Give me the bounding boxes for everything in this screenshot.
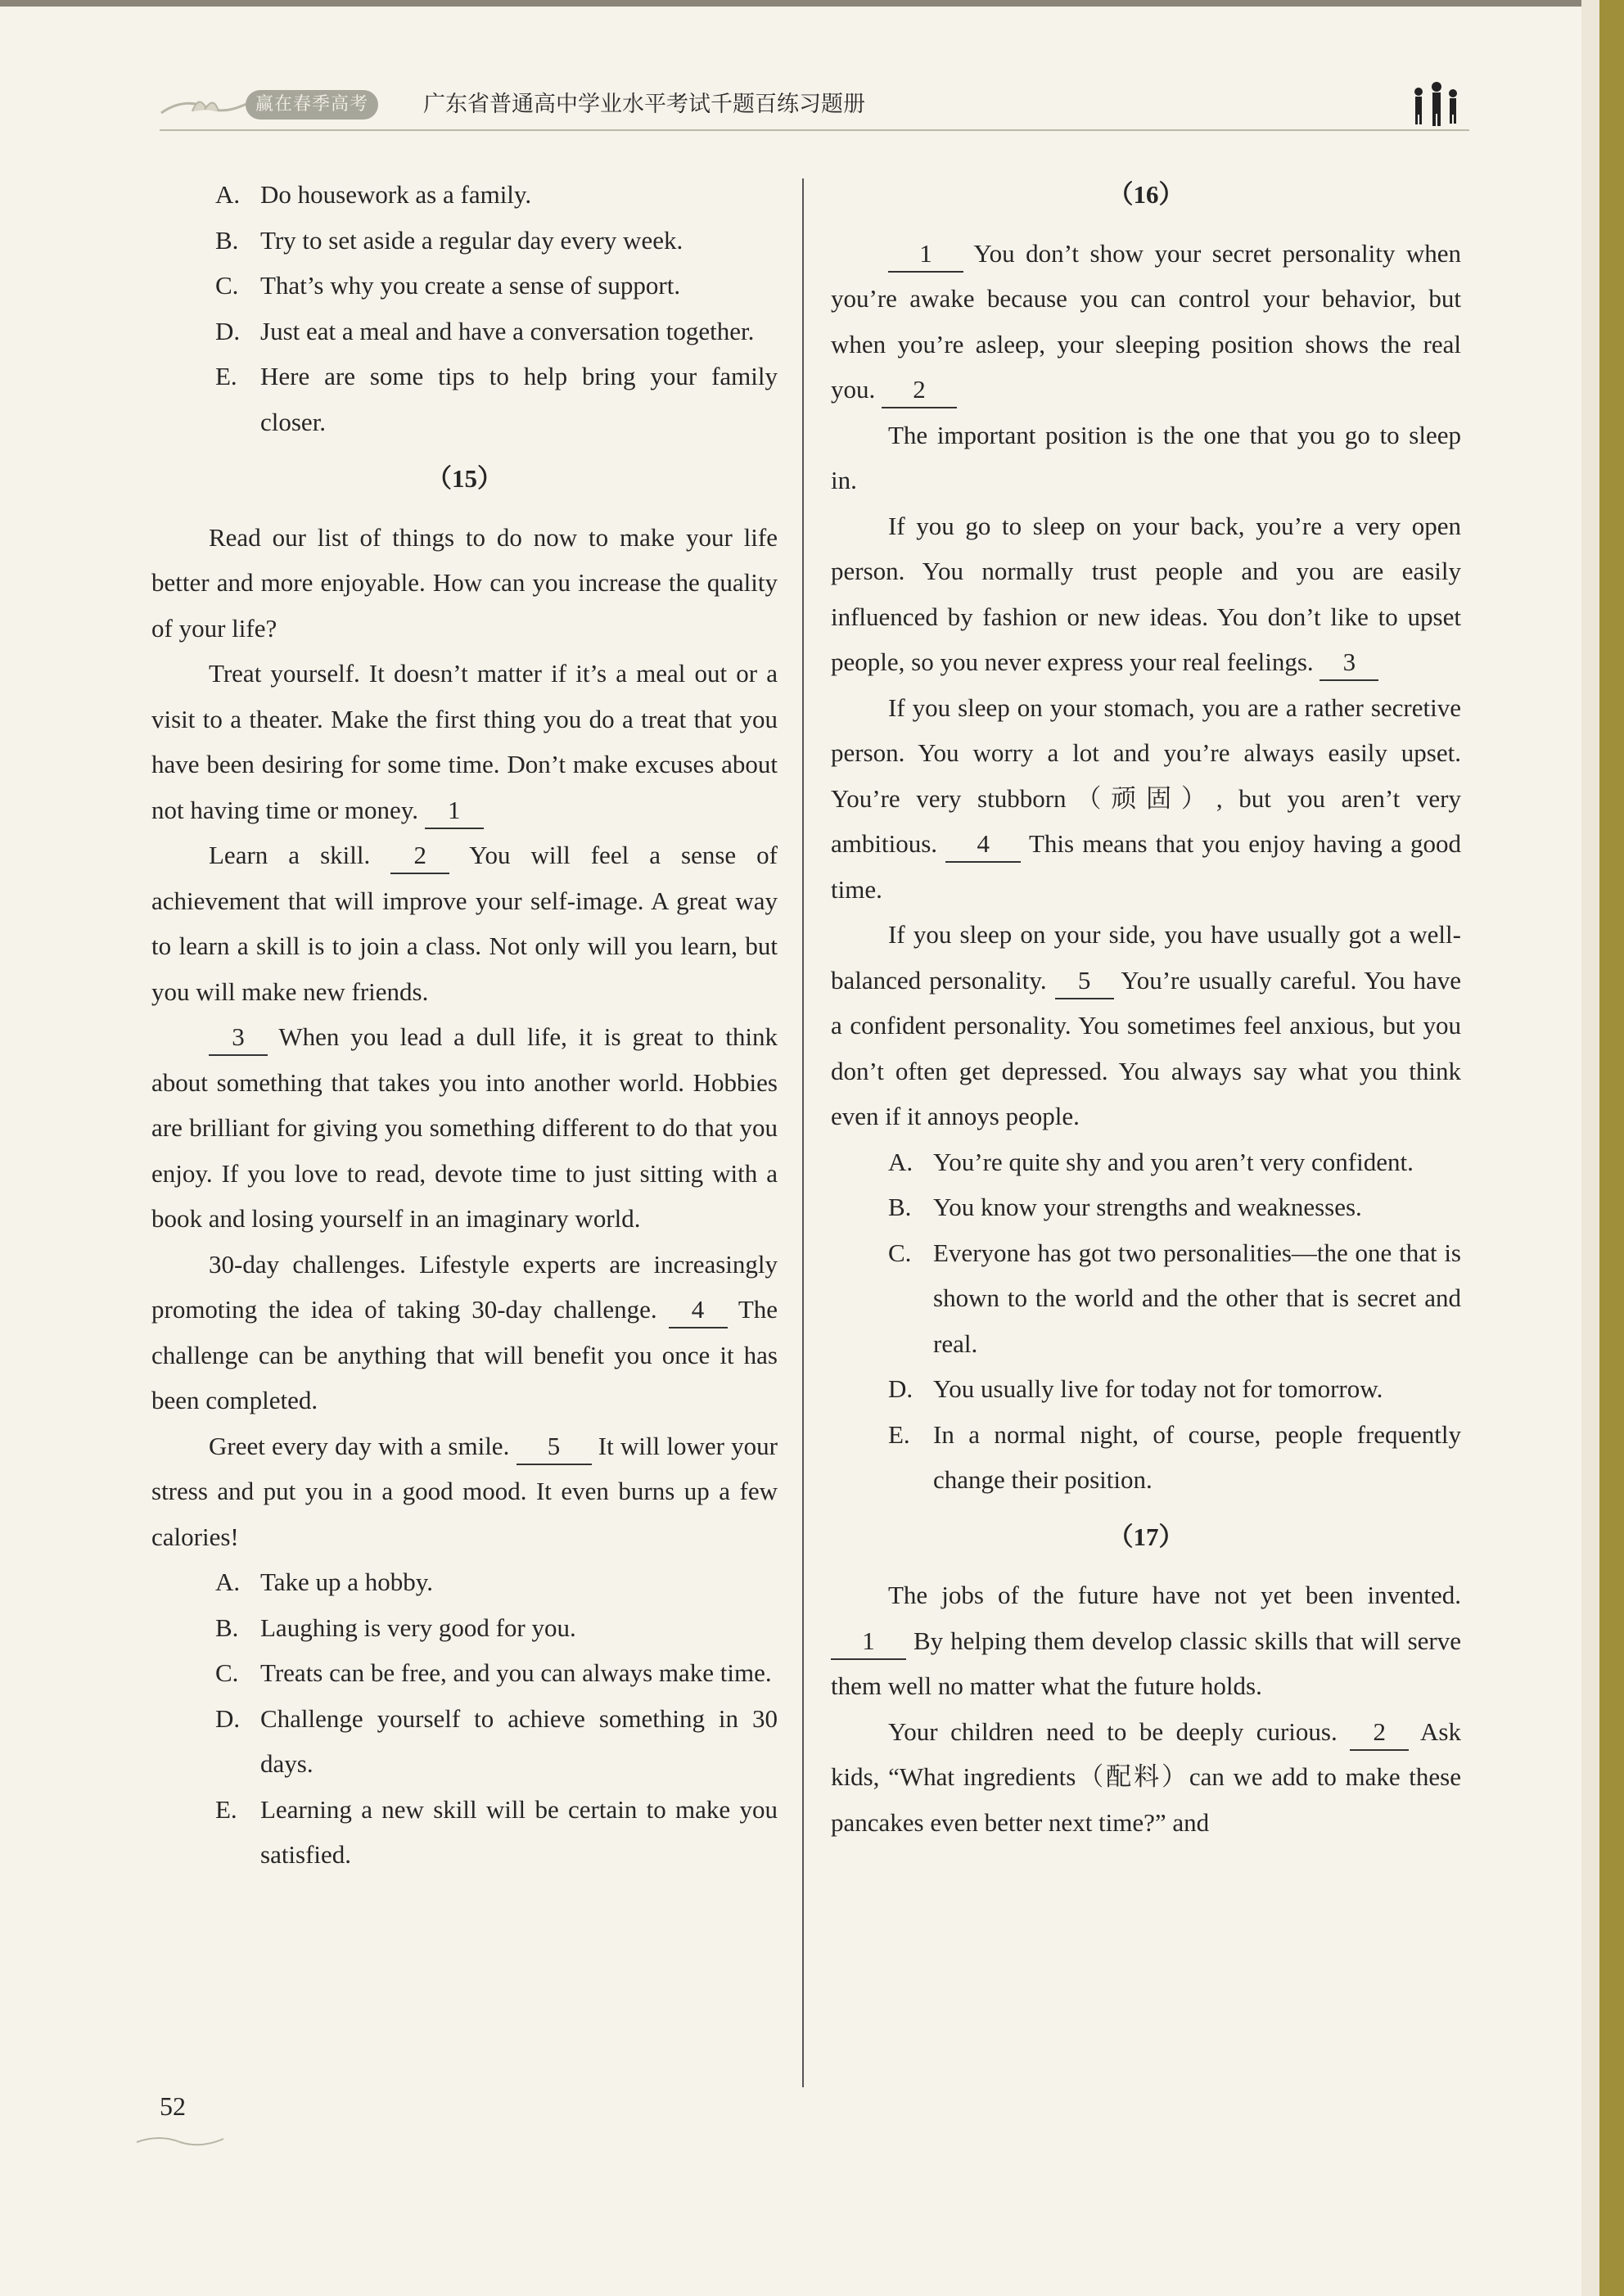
answer-blank: 1 [831,1624,906,1660]
option-item: B. Laughing is very good for you. [215,1613,576,1642]
passage-paragraph: Greet every day with a smile. 5 It will lower your stress and put you in a good mood. It even burns up a few calories! [151,1423,778,1560]
column-divider [802,178,804,2087]
option-item: A. You’re quite shy and you aren’t very confident. [888,1147,1414,1176]
option-item: C. That’s why you create a sense of support. [215,271,681,300]
right-column [831,172,1461,1845]
answer-blank: 2 [390,838,449,874]
answer-blank: 2 [882,372,957,408]
section-title-16: （16） [1107,180,1184,209]
option-item: D. Just eat a meal and have a conversation together. [215,316,755,345]
page-header [160,80,1469,129]
option-item: D. You usually live for today not for tomorrow. [888,1374,1383,1403]
options-section-15 [151,1559,778,1878]
option-item: A. Take up a hobby. [215,1568,434,1596]
header-title: 广东省普通高中学业水平考试千题百练习题册 [423,92,865,117]
passage-paragraph: Read our list of things to do now to make your life better and more enjoyable. How can you increase the quality of your life? [151,522,778,643]
answer-blank: 3 [1320,645,1378,681]
passage-paragraph: If you go to sleep on your back, you’re a very open person. You normally trust people and you are easily influenced by fashion or new ideas. You don’t like to upset people, so you never express your real feelings. 3 [831,503,1461,685]
header-brand-badge: 赢在春季高考 [246,90,378,120]
passage-paragraph: Your children need to be deeply curious. 2 Ask kids, “What ingredients（配料）can we add to make these pancakes even better next time?” and [831,1709,1461,1846]
people-figures-icon [1404,80,1469,129]
option-item: C. Treats can be free, and you can always make time. [215,1658,772,1687]
passage-paragraph: If you sleep on your stomach, you are a rather secretive person. You worry a lot and you’re always easily upset. You’re very stubborn（顽固）, but you aren’t very ambitious. 4 This means that you enjoy having a good time. [831,692,1461,904]
option-item: E. Learning a new skill will be certain to make you satisfied. [215,1794,778,1869]
passage-paragraph: 1 You don’t show your secret personality when you’re awake because you can control your behavior, but when you’re asleep, your sleeping position shows the real you. 2 [831,231,1461,413]
option-item: C. Everyone has got two personalities—the one that is shown to the world and the other that is secret and real. [888,1238,1461,1358]
passage-paragraph: 30-day challenges. Lifestyle experts are increasingly promoting the idea of taking 30-day challenge. 4 The challenge can be anything that will benefit you once it has been completed. [151,1249,778,1414]
options-section-16 [831,1139,1461,1503]
option-item: E. In a normal night, of course, people frequently change their position. [888,1419,1461,1494]
answer-blank: 1 [888,237,963,273]
passage-paragraph: Treat yourself. It doesn’t matter if it’s a meal out or a visit to a theater. Make the first thing you do a treat that you have been desiring for some time. Don’t make excuses about not having time or money. 1 [151,651,778,832]
option-item: B. Try to set aside a regular day every week. [215,225,683,255]
options-previous-section [151,172,778,444]
option-item: D. Challenge yourself to achieve something in 30 days. [215,1703,778,1778]
answer-blank: 2 [1350,1715,1409,1751]
leaf-flourish-icon [135,2132,225,2149]
passage-paragraph: If you sleep on your side, you have usually got a well-balanced personality. 5 You’re usually careful. You have a confident personality. You sometimes feel anxious, but you don’t often get depressed. You always say what you think even if it annoys people. [831,920,1461,1130]
passage-paragraph: The important position is the one that you go to sleep in. [831,420,1461,494]
answer-blank: 4 [945,827,1021,863]
top-edge [0,0,1624,7]
passage-paragraph: The jobs of the future have not yet been invented. 1 By helping them develop classic skills that will serve them well no matter what the future holds. [831,1581,1462,1700]
passage-paragraph: Learn a skill. 2 You will feel a sense of achievement that will improve your self-image. A great way to learn a skill is to join a class. Not only will you learn, but you will make new friends. [151,832,778,1014]
answer-blank: 5 [1055,963,1114,999]
answer-blank: 5 [517,1429,592,1465]
answer-blank: 4 [669,1292,728,1328]
passage-paragraph: 3 When you lead a dull life, it is great to think about something that takes you into another world. Hobbies are brilliant for giving you something different to do that you enjoy. If you love to read, devote time to just sitting with a book and losing yourself in an imaginary world. [151,1014,778,1242]
section-title-15: （15） [426,464,503,493]
option-item: B. You know your strengths and weaknesses. [888,1193,1362,1221]
header-rule [160,129,1469,131]
page-margin-strip [1581,0,1599,2296]
answer-blank: 3 [209,1020,268,1056]
page-number: 52 [160,2091,186,2121]
option-item: E. Here are some tips to help bring your family closer. [215,362,778,436]
option-item: A. Do housework as a family. [215,180,532,209]
binding-strip [1599,0,1624,2296]
leaf-decoration-icon [160,88,250,121]
left-column [151,172,778,1878]
answer-blank: 1 [425,793,484,829]
section-title-17: （17） [1107,1522,1184,1551]
